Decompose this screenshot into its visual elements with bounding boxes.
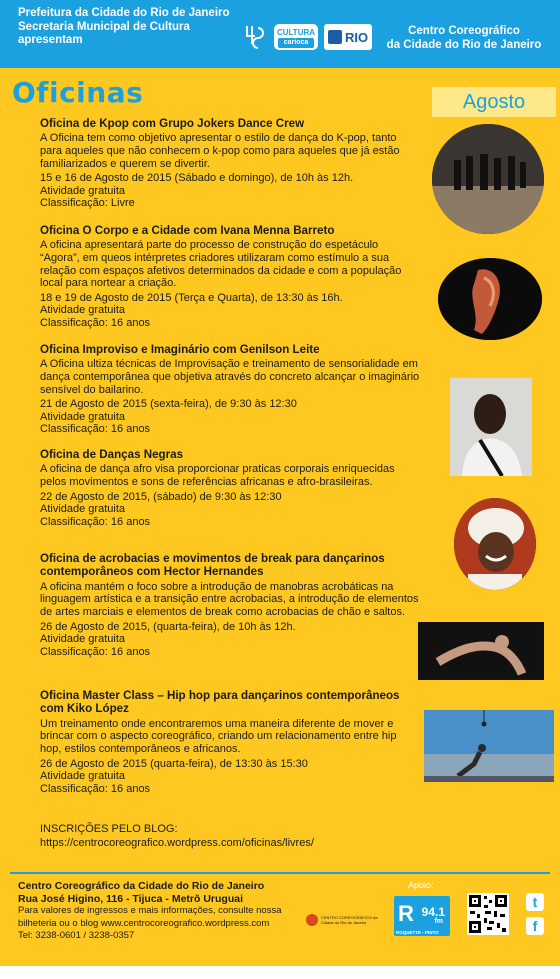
- header-bar: [0, 0, 560, 68]
- workshop-price: Atividade gratuita: [40, 770, 125, 783]
- qr-code-icon: [467, 893, 509, 935]
- header-venue: [384, 24, 544, 52]
- workshop-rating: Classificação: 16 anos: [40, 645, 151, 658]
- facebook-icon[interactable]: f: [526, 917, 544, 935]
- workshop-price: Atividade gratuita: [40, 633, 125, 646]
- inscricoes-block: [40, 822, 314, 850]
- hiphop-dancer-photo: [424, 710, 554, 782]
- workshop-title: Oficina O Corpo e a Cidade com Ivana Menna Barreto: [40, 224, 335, 237]
- workshop-schedule: 22 de Agosto de 2015, (sábado) de 9:30 às 12:30: [40, 490, 282, 503]
- footer-divider: [10, 872, 550, 874]
- workshop-schedule: 18 e 19 de Agosto de 2015 (Terça e Quarta), de 13:30 às 16h.: [40, 291, 343, 304]
- footer-info-line: Para valores de ingressos e mais informações, consulte nossa: [18, 905, 282, 916]
- acrobacias-dancer-photo: [418, 622, 544, 680]
- dancas-negras-photo: [454, 498, 536, 590]
- workshop-rating: Classificação: Livre: [40, 197, 135, 210]
- workshop-item: [40, 448, 420, 528]
- bottom-bar: [0, 966, 560, 979]
- ccrio-logo-text: CENTRO COREOGRÁFICO da Cidade do Rio de Janeiro: [321, 915, 378, 925]
- workshop-description: A oficina apresentará parte do processo de construção do espetáculo “Agora”, em queos intérpretes criadores utilizaram como estímulo a sua relação com espaços afetivos determinados da cidade e com a população local para nortear a criação.: [40, 239, 402, 290]
- workshop-price: Atividade gratuita: [40, 410, 125, 423]
- radio-frequency: 94.1: [421, 905, 445, 919]
- workshop-title: Oficina de Danças Negras: [40, 448, 184, 461]
- cultura-logo-text: CULTURA: [276, 28, 316, 37]
- workshop-schedule: 15 e 16 de Agosto de 2015 (Sábado e domingo), de 10h às 12h.: [40, 172, 354, 185]
- workshop-schedule: 21 de Agosto de 2015 (sexta-feira), de 9:30 às 12:30: [40, 398, 297, 411]
- workshop-description: A oficina de dança afro visa proporcionar praticas corporais enriquecidas pelos movimentos e sons de referências africanas e afro-brasileiras.: [40, 463, 395, 488]
- radio-band: fm: [434, 918, 443, 925]
- workshop-title: Oficina de acrobacias e movimentos de break para dançarinos contemporâneos com Hector Hernandes: [40, 552, 385, 579]
- inscricoes-link[interactable]: https://centrocoreografico.wordpress.com/oficinas/livres/: [40, 837, 314, 849]
- header-venue-line: da Cidade do Rio de Janeiro: [386, 39, 542, 51]
- body-city-dancer-photo: [438, 258, 542, 340]
- page-title: Oficinas: [12, 76, 144, 109]
- footer-info: [18, 880, 282, 943]
- cultura-carioca-logo: [274, 24, 318, 50]
- workshop-title: Oficina Master Class – Hip hop para dançarinos contemporâneos com Kiko López: [40, 689, 400, 716]
- workshop-item: [40, 552, 420, 658]
- radio-logo-icon: R: [398, 901, 414, 926]
- workshop-description: A oficina mantém o foco sobre a introdução de manobras acrobáticas na linguagem artística e a transição entre acrobacias, a introdução de elementos de artes marciais e elementos de break como acrobacias de chão e saltos.: [40, 580, 419, 618]
- workshop-rating: Classificação: 16 anos: [40, 316, 151, 329]
- twitter-icon[interactable]: t: [526, 893, 544, 911]
- header-line: Secretaria Municipal de Cultura: [18, 20, 190, 33]
- workshop-rating: Classificação: 16 anos: [40, 423, 151, 436]
- ccrio-logo-icon: [306, 914, 318, 926]
- workshop-schedule: 26 de Agosto de 2015, (quarta-feira), de 10h às 12h.: [40, 620, 296, 633]
- workshop-rating: Classificação: 16 anos: [40, 515, 151, 528]
- rio-450-logo-icon: [244, 22, 268, 52]
- month-banner: Agosto: [432, 87, 556, 117]
- kpop-dancers-photo: [432, 124, 544, 234]
- workshop-item: [40, 117, 420, 210]
- workshop-price: Atividade gratuita: [40, 184, 125, 197]
- radio-name: ROQUETTE - PINTO: [396, 930, 439, 935]
- workshop-description: A Oficina ultiza técnicas de Improvisação e treinamento de sensorialidade em dança contemporânea que objetiva através do concreto alcançar o imaginário sensível do bailarino.: [40, 358, 420, 396]
- workshop-item: [40, 224, 420, 330]
- workshop-title: Oficina Improviso e Imaginário com Genilson Leite: [40, 343, 320, 356]
- rio-prefeitura-logo: [324, 24, 372, 50]
- workshop-item: [40, 689, 420, 795]
- carioca-logo-text: carioca: [278, 38, 314, 48]
- footer-phone: Tel: 3238-0601 / 3238-0357: [18, 930, 135, 941]
- inscricoes-label: INSCRIÇÕES PELO BLOG:: [40, 823, 178, 835]
- footer-venue-name: Centro Coreográfico da Cidade do Rio de Janeiro: [18, 880, 265, 892]
- improviso-dancer-photo: [450, 378, 532, 476]
- workshop-rating: Classificação: 16 anos: [40, 782, 151, 795]
- workshop-item: [40, 343, 420, 436]
- footer-info-line: bilheteria ou o blog www.centrocoreografico.wordpress.com: [18, 917, 270, 929]
- header-line: apresentam: [18, 34, 83, 46]
- workshop-description: Um treinamento onde encontraremos uma maneira diferente de mover e brincar com o aspecto coreográfico, criando um relacionamento entre hip hop, estilos contemporâneos e africanos.: [40, 717, 397, 755]
- header-presenters: [18, 7, 230, 48]
- workshop-price: Atividade gratuita: [40, 503, 125, 516]
- footer-address: Rua José Higino, 116 - Tijuca - Metrô Uruguai: [18, 892, 244, 905]
- apoio-label: Apoio:: [408, 880, 434, 890]
- header-line: Prefeitura da Cidade do Rio de Janeiro: [18, 7, 230, 19]
- radio-roquette-pinto-logo: [394, 896, 450, 936]
- workshop-description: A Oficina tem como objetivo apresentar o estilo de dança do K-pop, tanto para aqueles que não conhecem o k-pop como para aqueles que já estão familiarizados e querem se divertir.: [40, 132, 400, 170]
- header-logos: [244, 22, 372, 52]
- rio-logo-icon: [328, 30, 342, 44]
- header-venue-line: Centro Coreográfico: [408, 25, 520, 37]
- rio-logo-text: RIO: [344, 29, 369, 45]
- workshop-schedule: 26 de Agosto de 2015 (quarta-feira), de 13:30 às 15:30: [40, 757, 308, 770]
- workshop-price: Atividade gratuita: [40, 304, 125, 317]
- centro-coreografico-logo: [306, 906, 390, 934]
- workshop-title: Oficina de Kpop com Grupo Jokers Dance Crew: [40, 117, 305, 130]
